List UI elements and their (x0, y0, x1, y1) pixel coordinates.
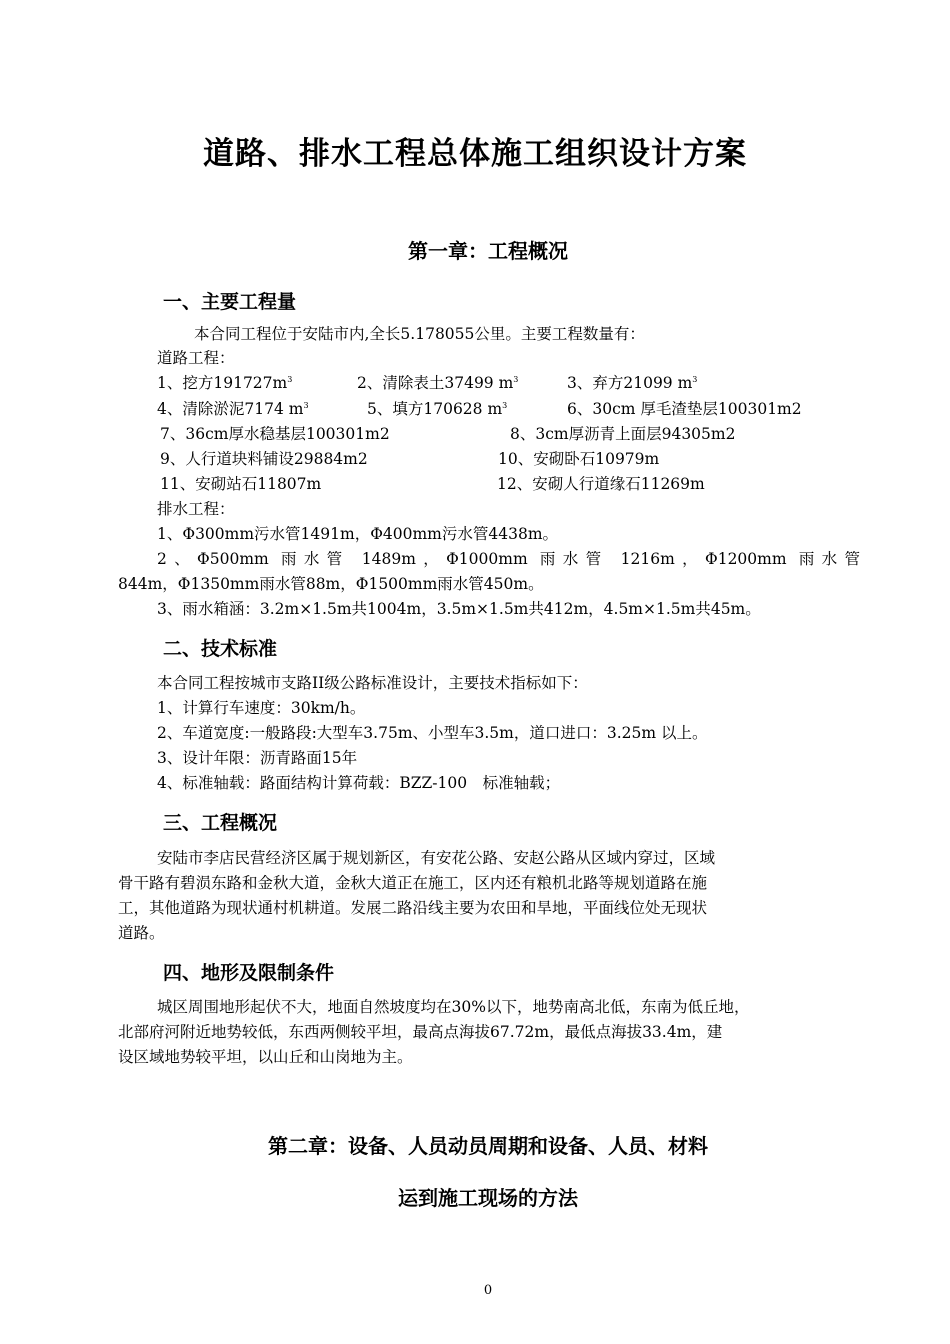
document-title: 道路、排水工程总体施工组织设计方案 (203, 136, 747, 172)
road-item-9: 9、人行道块料铺设29884m2 (160, 450, 368, 468)
s1-intro: 本合同工程位于安陆市内,全长5.178055公里。主要工程数量有： (194, 325, 645, 343)
road-item-5: 5、填方170628 $m^3$ (367, 400, 508, 418)
chapter-2-heading-line2: 运到施工现场的方法 (398, 1186, 578, 1210)
road-item-11: 11、安砌站石11807m (160, 475, 322, 493)
section-3-heading: 三、工程概况 (163, 812, 278, 834)
page-number: 0 (483, 1283, 493, 1298)
road-item-7: 7、36cm厚水稳基层100301m2 (160, 425, 390, 443)
road-item-1: 1、挖方$191727m^3$ (157, 374, 293, 392)
section-1-heading: 一、主要工程量 (163, 291, 297, 313)
drain-item-2-line2: 844m，Φ1350mm雨水管88m，Φ1500mm雨水管450m。 (118, 575, 544, 593)
tech-item-2: 2、车道宽度:一般路段:大型车3.75m、小型车3.5m，道口进口：3.25m 以上。 (157, 724, 708, 742)
drain-item-3: 3、雨水箱涵：3.2m×1.5m共1004m，3.5m×1.5m共412m，4.5m×1.5m共45m。 (157, 600, 761, 618)
s4-line-1: 城区周围地形起伏不大，地面自然坡度均在30%以下，地势南高北低，东南为低丘地， (157, 998, 750, 1016)
section-2-heading: 二、技术标准 (163, 638, 278, 660)
chapter-2-heading-line1: 第二章：设备、人员动员周期和设备、人员、材料 (268, 1134, 708, 1158)
tech-item-3: 3、设计年限：沥青路面15年 (157, 749, 358, 767)
drain-item-2-line1: 2、Φ500mm 雨水管 1489m，Φ1000mm 雨水管 1216m，Φ1200mm 雨水管 (157, 550, 860, 568)
s3-line-3: 工，其他道路为现状通村机耕道。发展二路沿线主要为农田和旱地，平面线位处无现状 (118, 899, 708, 917)
road-item-4: 4、清除淤泥7174 $m^3$ (157, 400, 309, 418)
tech-item-4: 4、标准轴载：路面结构计算荷载：BZZ-100 标准轴载； (157, 774, 561, 792)
s4-line-3: 设区域地势较平坦，以山丘和山岗地为主。 (118, 1048, 413, 1066)
s4-line-2: 北部府河附近地势较低，东西两侧较平坦，最高点海拔67.72m，最低点海拔33.4m，建 (118, 1023, 723, 1041)
road-item-2: 2、清除表土37499 $m^3$ (357, 374, 519, 392)
s3-line-4: 道路。 (118, 924, 165, 942)
chapter-1-heading: 第一章：工程概况 (408, 239, 568, 263)
road-item-10: 10、安砌卧石10979m (498, 450, 660, 468)
road-item-8: 8、3cm厚沥青上面层94305m2 (510, 425, 736, 443)
road-item-12: 12、安砌人行道缘石11269m (497, 475, 705, 493)
tech-item-1: 1、计算行车速度：30km/h。 (157, 699, 366, 717)
s3-line-1: 安陆市李店民营经济区属于规划新区，有安花公路、安赵公路从区域内穿过，区域 (157, 849, 716, 867)
s3-line-2: 骨干路有碧涢东路和金秋大道，金秋大道正在施工，区内还有粮机北路等规划道路在施 (118, 874, 708, 892)
drainage-works-label: 排水工程： (157, 500, 235, 518)
road-item-3: 3、弃方21099 $m^3$ (567, 374, 698, 392)
road-item-6: 6、30cm 厚毛渣垫层100301m2 (567, 400, 802, 418)
drain-item-1: 1、Φ300mm污水管1491m，Φ400mm污水管4438m。 (157, 525, 559, 543)
s2-intro: 本合同工程按城市支路II级公路标准设计，主要技术指标如下： (157, 674, 588, 692)
road-works-label: 道路工程： (157, 349, 235, 367)
section-4-heading: 四、地形及限制条件 (163, 962, 335, 984)
